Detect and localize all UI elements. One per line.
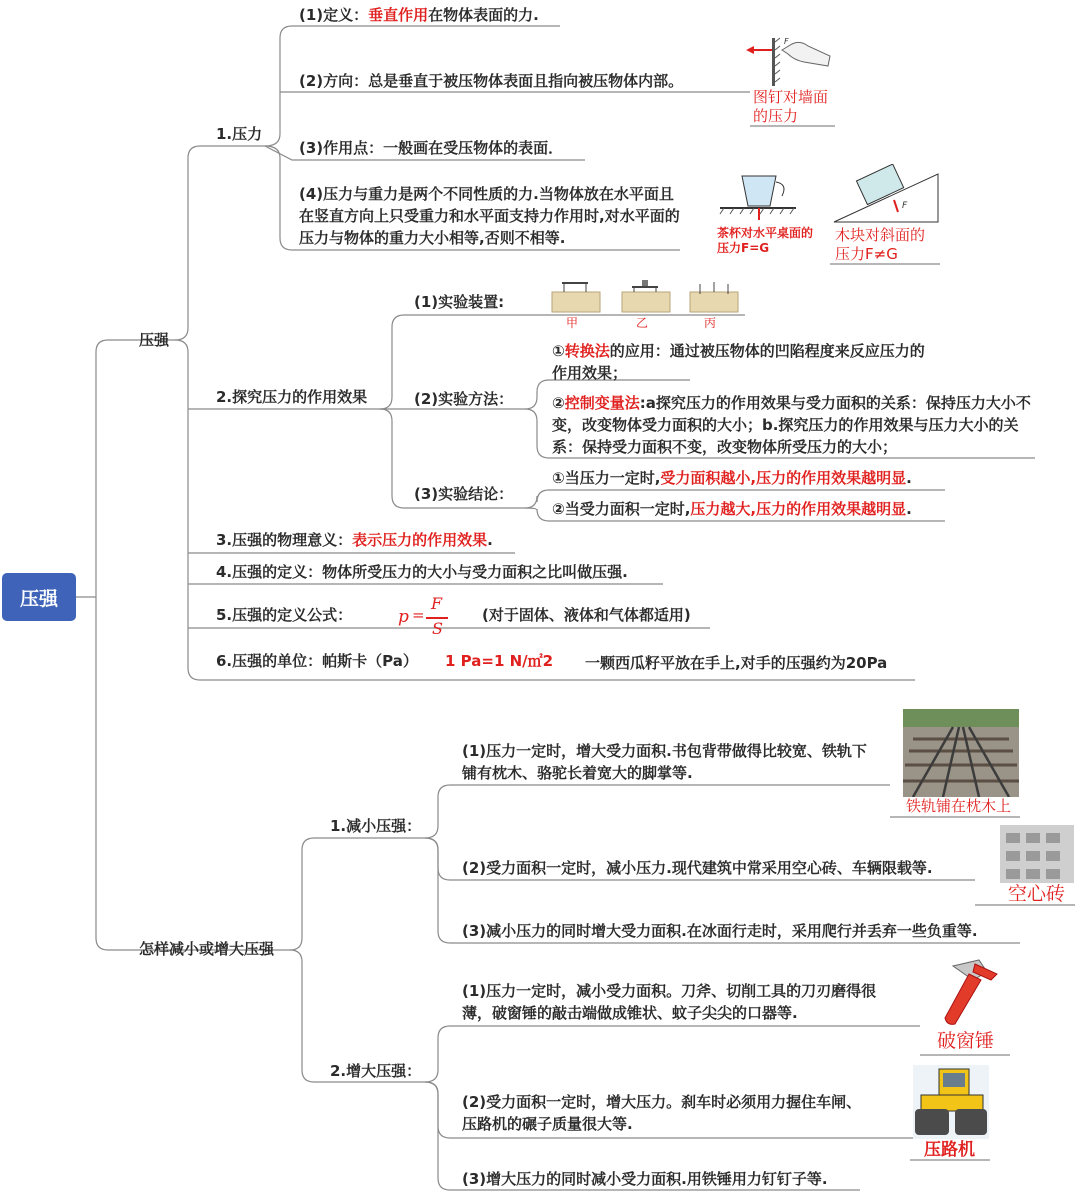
node-conclusion[interactable]: (3)实验结论： [414, 485, 514, 503]
edge-reduce [290, 838, 425, 950]
hollow-brick-photo [1000, 825, 1074, 883]
c1-highlight: 受力面积越小,压力的作用效果越明显 [660, 469, 907, 487]
node-unit[interactable]: 6.压强的单位：帕斯卡（Pa） [216, 652, 418, 670]
formula-p: p [398, 607, 409, 627]
setup-label-a: 甲 [566, 316, 579, 330]
slope-f-label: F [902, 201, 908, 211]
caption-hollow-brick: 空心砖 [1008, 883, 1066, 905]
node-pressure[interactable]: 压强 [139, 331, 170, 349]
node-reduce[interactable]: 1.减小压强： [330, 817, 422, 835]
m1-highlight: 转换法 [564, 342, 610, 360]
m2-highlight: 控制变量法 [564, 394, 640, 412]
railway-photo [903, 709, 1019, 797]
thumbtack-wall-illustration [742, 36, 837, 88]
node-force-direction[interactable]: (2)方向：总是垂直于被压物体表面且指向被压物体内部。 [299, 72, 684, 90]
wall-f-label: F [784, 37, 789, 46]
node-force-definition[interactable] [299, 4, 539, 26]
meaning-end: . [487, 531, 493, 549]
edge-i1 [425, 1026, 920, 1082]
increase-item-2[interactable]: (2)受力面积一定时，增大压力。刹车时必须用力握住车闸、压路机的碾子质量很大等. [462, 1093, 862, 1133]
def-highlight: 垂直作用 [368, 6, 429, 24]
root-label: 压强 [19, 587, 58, 610]
setup-label-b: 乙 [636, 316, 649, 330]
formula-note: (对于固体、液体和气体都适用) [482, 606, 691, 624]
m1-text: 的应用：通过被压物体的凹陷程度来反应压力的作用效果； [552, 342, 925, 382]
m1-num: ① [552, 342, 565, 360]
meaning-prefix: 3.压强的物理意义： [216, 531, 353, 549]
edge-pressure-force [175, 146, 265, 340]
formula-denominator: S [432, 619, 443, 638]
c2-highlight: 压力越大,压力的作用效果越明显 [690, 500, 907, 518]
c2-end: . [906, 500, 912, 518]
reduce-item-3[interactable]: (3)减小压力的同时增大受力面积.在冰面行走时，采用爬行并丢弃一些负重等. [462, 922, 978, 940]
cup-table-illustration [718, 174, 798, 222]
unit-example: 一颗西瓜籽平放在手上,对手的压强约为20Pa [585, 654, 888, 672]
caption-block-slope: 木块对斜面的压力F≠G [835, 226, 926, 263]
road-roller-photo [913, 1065, 989, 1139]
method-control-variables[interactable] [552, 392, 1032, 458]
def-prefix: (1)定义： [299, 6, 369, 24]
node-force-relation[interactable]: (4)压力与重力是两个不同性质的力.当物体放在水平面且在竖直方向上只受重力和水平面支持力作用时,对水平面的压力与物体的重力大小相等,否则不相等. [299, 185, 680, 247]
caption-safety-hammer: 破窗锤 [937, 1030, 995, 1052]
formula-eq: = [412, 606, 425, 624]
c2-prefix: ②当受力面积一定时, [552, 500, 691, 518]
caption-thumbtack-wall: 图钉对墙面的压力 [753, 88, 829, 125]
node-change-pressure[interactable]: 怎样减小或增大压强 [139, 940, 275, 958]
node-setup[interactable]: (1)实验装置: [414, 293, 505, 311]
def-suffix: 在物体表面的力. [428, 6, 539, 24]
node-formula[interactable]: 5.压强的定义公式： [216, 606, 353, 624]
node-meaning[interactable] [216, 529, 493, 551]
increase-item-3[interactable]: (3)增大压力的同时减小受力面积.用铁锤用力钉钉子等. [462, 1170, 828, 1188]
reduce-item-1[interactable]: (1)压力一定时，增大受力面积.书包背带做得比较宽、铁轨下铺有枕木、骆驼长着宽大的脚掌等. [462, 742, 867, 782]
increase-item-1[interactable]: (1)压力一定时，减小受力面积。刀斧、切削工具的刀刃磨得很薄，破窗锤的敲击端做成锥状、蚊子尖尖的口器等. [462, 982, 877, 1022]
conclusion-2[interactable] [552, 498, 912, 520]
caption-cup-table: 茶杯对水平桌面的压力F=G [717, 226, 814, 255]
edge-r1 [425, 785, 890, 838]
c1-prefix: ①当压力一定时, [552, 469, 661, 487]
node-force[interactable]: 1.压力 [216, 125, 263, 143]
node-increase[interactable]: 2.增大压强： [330, 1062, 422, 1080]
pressure-formula [398, 594, 452, 642]
node-definition[interactable]: 4.压强的定义：物体所受压力的大小与受力面积之比叫做压强. [216, 563, 628, 581]
node-method[interactable]: (2)实验方法： [414, 390, 514, 408]
block-slope-illustration [832, 164, 942, 224]
m2-text: :a探究压力的作用效果与受力面积的关系：保持压力大小不变，改变物体受力面积的大小；b.探究压力的作用效果与压力大小的关系：保持受力面积不变，改变物体所受压力的大小； [552, 394, 1031, 456]
method-conversion[interactable] [552, 340, 932, 384]
unit-conversion: 1 Pa=1 N/㎡2 [445, 652, 554, 670]
node-explore[interactable]: 2.探究压力的作用效果 [216, 388, 368, 406]
reduce-item-2[interactable]: (2)受力面积一定时，减小压力.现代建筑中常采用空心砖、车辆限载等. [462, 859, 933, 877]
edge-root-pressure [76, 340, 175, 597]
root-node[interactable] [2, 573, 76, 621]
formula-numerator: F [431, 594, 443, 613]
conclusion-1[interactable] [552, 467, 912, 489]
m2-num: ② [552, 394, 565, 412]
c1-end: . [906, 469, 912, 487]
caption-rail: 铁轨铺在枕木上 [906, 797, 1012, 815]
node-force-point[interactable]: (3)作用点：一般画在受压物体的表面． [299, 139, 564, 157]
meaning-highlight: 表示压力的作用效果 [352, 531, 488, 549]
experiment-setup-illustration [550, 280, 750, 332]
setup-label-c: 丙 [704, 316, 717, 330]
caption-road-roller: 压路机 [924, 1140, 975, 1160]
safety-hammer-photo [935, 958, 1005, 1028]
